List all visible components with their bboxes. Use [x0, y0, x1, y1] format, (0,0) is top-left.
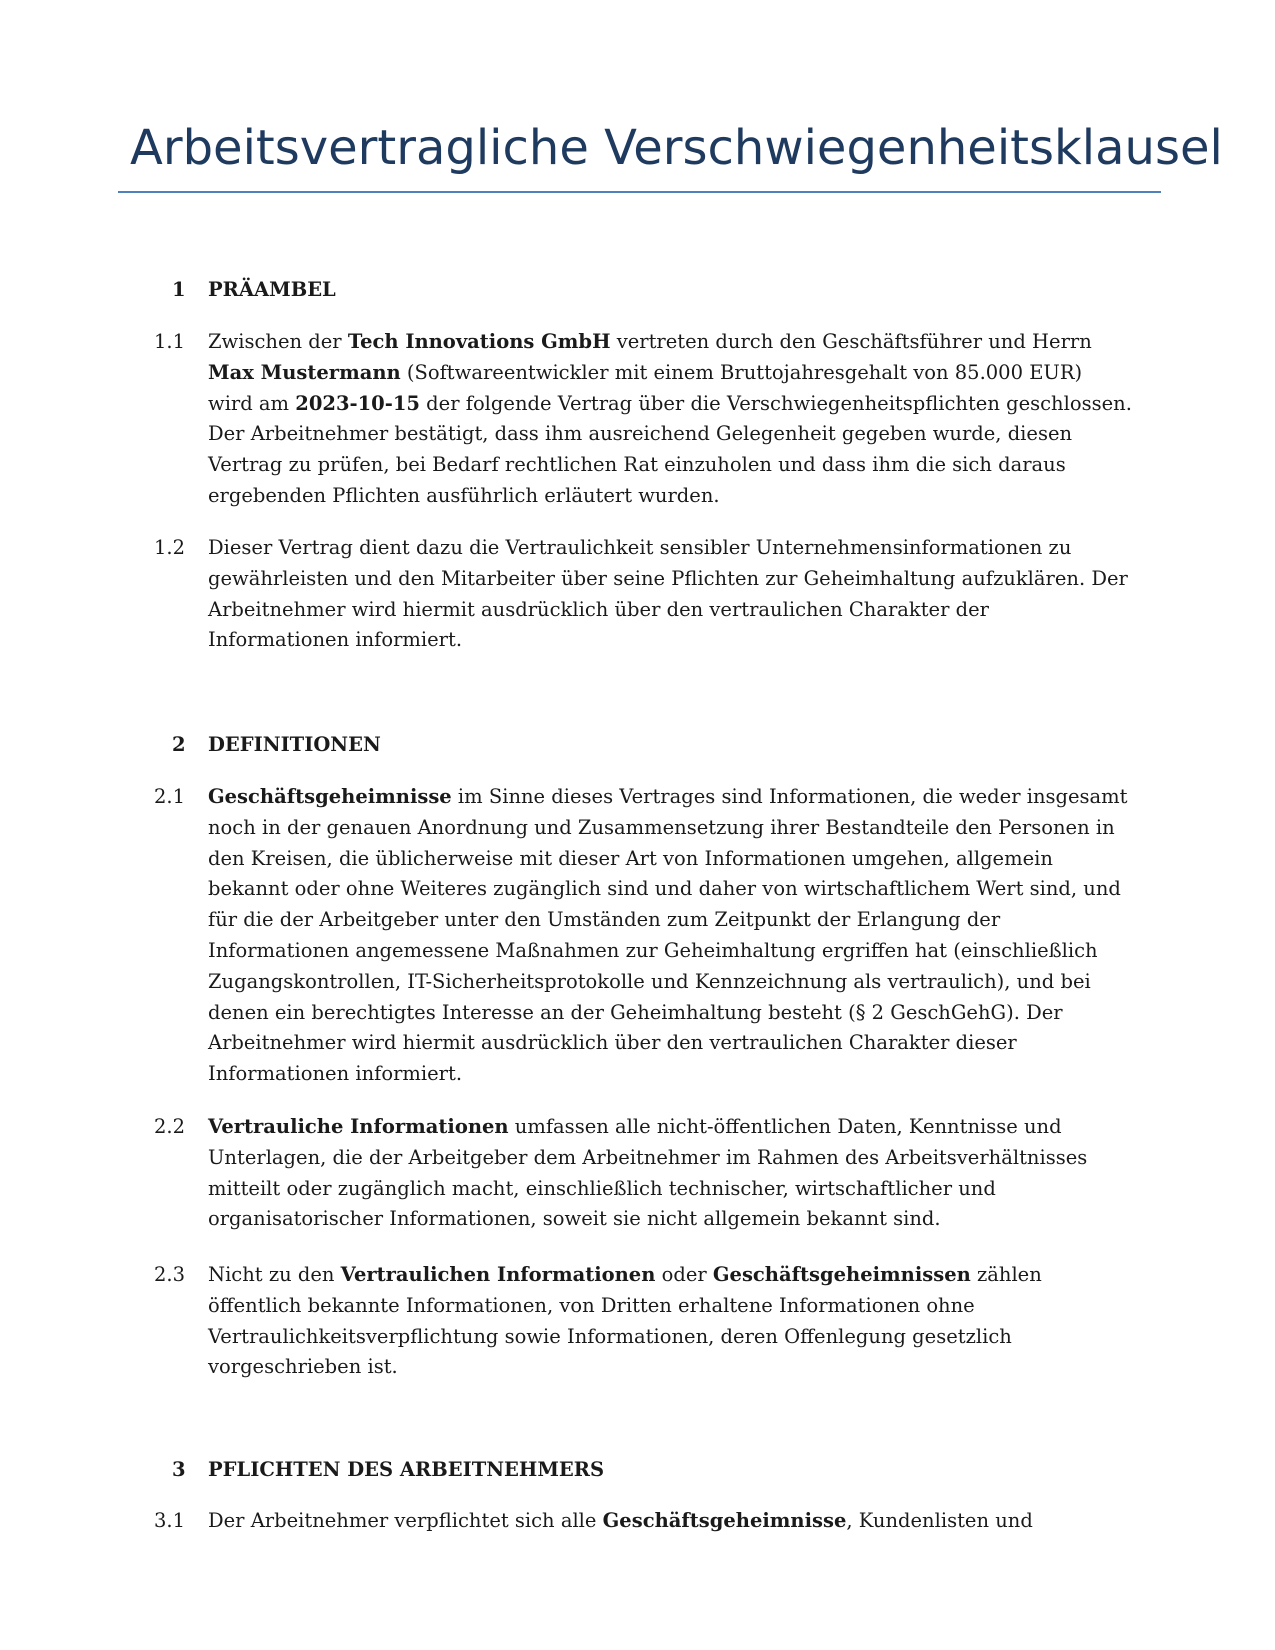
- clause-text: [208, 1112, 1133, 1235]
- section-title: DEFINITIONEN: [208, 733, 381, 756]
- clause-number: 1.2: [154, 536, 186, 559]
- text-run: (Softwareentwickler mit einem Bruttojahresgehalt von 85.000 EUR) wird am: [208, 360, 1083, 415]
- clause-number: 2.3: [154, 1263, 186, 1286]
- bold-term: Vertrauliche Informationen: [208, 1115, 509, 1138]
- bold-term: Geschäftsgeheimnisse: [208, 785, 452, 808]
- clause-text: [208, 782, 1133, 1090]
- bold-term: Vertraulichen Informationen: [340, 1263, 656, 1286]
- bold-term: Tech Innovations GmbH: [347, 330, 611, 353]
- clause-text: [208, 1260, 1133, 1383]
- section-title: PRÄAMBEL: [208, 278, 336, 301]
- section-number: 3: [172, 1458, 186, 1481]
- section-number: 2: [172, 733, 186, 756]
- bold-term: Max Mustermann: [208, 360, 401, 384]
- section-number: 1: [172, 278, 186, 301]
- document-title: Arbeitsvertragliche Verschwiegenheitsklausel: [130, 120, 1223, 176]
- text-run: Zwischen der: [208, 330, 348, 353]
- clause-number: 2.2: [154, 1115, 186, 1138]
- clause-number: 3.1: [154, 1509, 186, 1532]
- text-run: Nicht zu den: [208, 1263, 341, 1286]
- text-run: zählen öffentlich bekannte Informationen, von Dritten erhaltene Informationen ohne Vertraulichkeitsverpflichtung sowie Informationen, deren Offenlegung gesetzlich vorgeschrieben ist.: [208, 1263, 1042, 1379]
- clause-number: 2.1: [154, 785, 186, 808]
- text-run: der folgende Vertrag über die Verschwiegenheitspflichten geschlossen. Der Arbeitnehmer bestätigt, dass ihm ausreichend Gelegenheit gegeben wurde, diesen Vertrag zu prüfen, bei Bedarf rechtlichen Rat einzuholen und dass ihm die sich daraus ergebenden Pflichten ausführlich erläutert wurden.: [208, 391, 1132, 507]
- text-run: Dieser Vertrag dient dazu die Vertraulichkeit sensibler Unternehmensinformationen zu gewährleisten und den Mitarbeiter über seine Pflichten zur Geheimhaltung aufzuklären. Der Arbeitnehmer wird hiermit ausdrücklich über den vertraulichen Charakter der Informationen informiert.: [208, 536, 1128, 652]
- text-run: oder: [655, 1263, 713, 1286]
- bold-term: Geschäftsgeheimnissen: [712, 1263, 971, 1286]
- clause-text: [208, 1506, 1133, 1537]
- text-run: Der Arbeitnehmer verpflichtet sich alle: [208, 1509, 603, 1532]
- clause-text: [208, 533, 1133, 656]
- title-underline: [118, 191, 1161, 193]
- section-title: PFLICHTEN DES ARBEITNEHMERS: [208, 1458, 605, 1481]
- text-run: im Sinne dieses Vertrages sind Informationen, die weder insgesamt noch in der genauen Anordnung und Zusammensetzung ihrer Bestandteile den Personen in den Kreisen, die üblicherweise mit dieser Art von Informationen umgehen, allgemein bekannt oder ohne Weiteres zugänglich sind und daher von wirtschaftlichem Wert sind, und für die der Arbeitgeber unter den Umständen zum Zeitpunkt der Erlangung der Informationen angemessene Maßnahmen zur Geheimhaltung ergriffen hat (einschließlich Zugangskontrollen, IT-Sicherheitsprotokolle und Kennzeichnung als vertraulich), und bei denen ein berechtigtes Interesse an der Geheimhaltung besteht (§ 2 GeschGehG). Der Arbeitnehmer wird hiermit ausdrücklich über den vertraulichen Charakter dieser Informationen informiert.: [208, 785, 1128, 1086]
- bold-term: Geschäftsgeheimnisse: [602, 1509, 847, 1532]
- text-run: , Kundenlisten und: [846, 1509, 1033, 1532]
- clause-text: [208, 327, 1133, 512]
- text-run: umfassen alle nicht-öffentlichen Daten, Kenntnisse und Unterlagen, die der Arbeitgeber dem Arbeitnehmer im Rahmen des Arbeitsverhältnisses mitteilt oder zugänglich macht, einschließlich technischer, wirtschaftlicher und organisatorischer Informationen, soweit sie nicht allgemein bekannt sind.: [208, 1115, 1088, 1231]
- bold-term: 2023-10-15: [295, 391, 420, 415]
- text-run: vertreten durch den Geschäftsführer und Herrn: [610, 330, 1092, 353]
- clause-number: 1.1: [154, 330, 186, 353]
